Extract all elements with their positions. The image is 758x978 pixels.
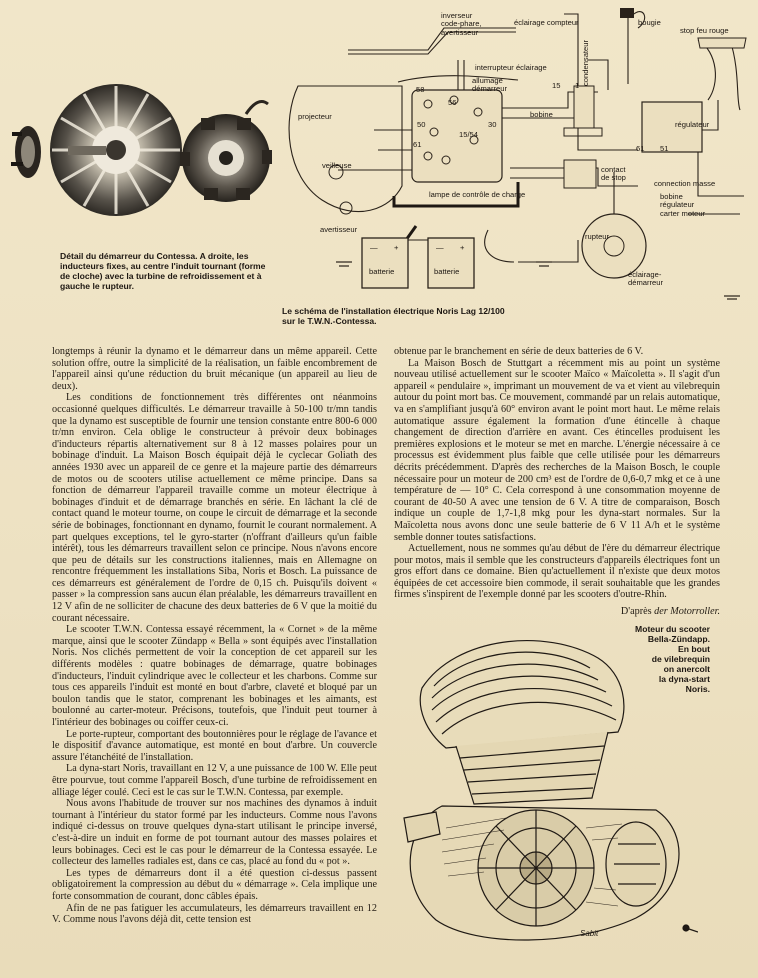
left-para-3: Le scooter T.W.N. Contessa essayé récemment, la « Cornet » de la même marque, ainsi que le scooter Zündapp « Bella » sont équipés avec l'installation Noris. Nos clichés permettent de voir la conception de cet appareil sur les différents modèles : quatre bobinages de démarrage, quatre bobinages d'inducteurs, l'induit cylindrique avec le collecteur et les charbons. Comme sur tous ces appareils l'induit est monté en bout d'arbre, claveté et bloqué par un boulon tandis que le stator, comprenant les bobinages et les aimants, est boulonné au carter-moteur. Précisons, toutefois, que l'induit peut tourner à l'intérieur des bobinages ou coiffer ceux-ci. [52, 624, 377, 728]
battery-1-plus: + [394, 243, 399, 252]
label-allumage: allumage démarreur [472, 76, 508, 94]
label-veilleuse: veilleuse [322, 161, 352, 170]
rupteur-part [11, 126, 41, 178]
credit-source: der Motorroller. [654, 606, 720, 618]
turbine-flywheel [50, 84, 182, 216]
terminal-15: 15 [552, 81, 561, 90]
starter-dynamo [582, 214, 646, 278]
credit-prefix: D'après [620, 606, 655, 618]
photo-caption: Détail du démarreur du Contessa. A droite, les inducteurs fixes, au centre l'induit tournant (forme de cloche) avec la turbine de refroidissement et à gauche le rupteur. [60, 251, 266, 291]
label-lampe-controle: lampe de contrôle de charge [429, 190, 526, 199]
terminal-61a: 61 [413, 140, 422, 149]
terminal-50: 50 [417, 120, 426, 129]
terminal-30: 30 [488, 120, 497, 129]
article-left-column [52, 346, 377, 926]
battery-2-plus: + [460, 243, 465, 252]
terminal-56: 56 [448, 98, 457, 107]
terminal-1: 1 [575, 81, 580, 90]
engine-caption: Moteur du scooter Bella-Zündapp. En bout de vilebrequin on anercolt la dyna-start Noris. [635, 624, 710, 694]
terminal-15-54: 15/54 [459, 130, 479, 139]
label-contact-stop: contact de stop [601, 165, 626, 183]
terminal-61b: 61 [636, 144, 645, 153]
label-eclairage-demarreur: éclairage- démarreur [628, 270, 664, 288]
label-interrupteur: interrupteur éclairage [475, 63, 547, 72]
stop-switch [564, 160, 596, 188]
wiring-diagram [278, 0, 753, 300]
left-para-6: Nous avons l'habitude de trouver sur nos machines des dynamos à induit tournant à l'intérieur du stator formé par les inducteurs. Comme nous l'avons indiqué ci-dessus on trouve quelques dyna-start utilisant le principe inversé, c'est-à-dire un induit en forme de pot tournant autour des masses polaires et leurs bobinages. Ceci est le cas pour le démarreur de la Contessa essayée. Le collecteur des lamelles radiales est, dans ce cas, placé au fond du « pot ». [52, 798, 377, 868]
label-bougie: bougie [638, 18, 661, 27]
battery-2 [428, 238, 474, 288]
label-eclairage-compteur: éclairage compteur [514, 18, 579, 27]
label-condensateur: condensateur [581, 39, 590, 86]
left-para-4: Le porte-rupteur, comportant des boutonnières pour le réglage de l'avance et le dispositif d'avance automatique, est monté en bout d'arbre. Un couvercle assure l'étanchéité de l'installation. [52, 728, 377, 763]
label-rupteur: rupteur [585, 232, 610, 241]
left-para-2: Les conditions de fonctionnement très différentes ont néanmoins occasionné quelques difficultés. Le démarreur travaille à 50-100 tr/mn tandis que la dynamo est susceptible de fournir une tension constante entre 800-6 000 tr/mn environ. Cela oblige le constructeur à prévoir deux bobinages d'inducteurs répartis alternativement sur 8 à 12 masses polaires pour un bobinage d'induit. La Maison Bosch équipait déjà le cyclecar Goliath des années 1930 avec un appareil de ce genre et la majeure partie des démarreurs de motos ou de scooters utilise actuellement ce même principe. Dans sa fonction de démarreur l'appareil travaille comme un moteur électrique à bobinages d'induit et de démarrage branchés en série. En lâchant la clé de contact quand le moteur tourne, on coupe le circuit de démarrage et la seconde série de bobinages, fonctionnant en dynamo, fournit le courant normalement. A part quelques exceptions, tel le gyro-starter (n'offrant d'ailleurs qu'un faible intérêt), tous les démarreurs travaillent selon ce principe. Nous n'avons encore que peu de détails sur les constructions italiennes, mais en Allemagne on rencontre fréquemment les installations Siba, Noris et Bosch. La puissance de ces démarreurs est généralement de l'ordre de 0,15 ch. Puisqu'ils doivent « passer » la compression sans aucun élan préalable, les démarreurs travaillent en 12 V afin de ne solliciter de chacune des deux batteries de 6 V que la moitié du courant nécessaire. [52, 392, 377, 624]
article-right-column [394, 346, 720, 618]
label-connection-masse: connection masse [654, 179, 716, 188]
starter-photo [8, 62, 273, 232]
right-para-2: La Maison Bosch de Stuttgart a récemment mis au point un système nouveau utilisé actuellement sur le scooter Maïco « Maïcoletta ». Il s'agit d'un appareil « pendulaire », imprimant un mouvement de va et vient au vilebrequin autour du point mort bas. Ce mouvement, commandé par un relais automatique, va en s'amplifiant jusqu'à 60° environ avant le point mort haut. Le même relais automatique assure également la formation d'une étincelle à chaque changement de direction d'arrière en avant. Ces étincelles produisent les premières explosions et le moteur se met en marche. L'énergie nécessaire à ce processus est évidemment plus faible que celle utilisée pour les démarreurs décrits précédemment. D'après des recherches de la Maison Bosch, le couple nécessaire pour un moteur de 200 cm³ est de l'ordre de 0,6-0,7 mkg et ce à une température de — 10° C. Cela correspond à une consommation moyenne de courant de 40-50 A avec une tension de 6 V. A titre de comparaison, Bosch indique un couple de 1,7-1,8 mkg pour les dyna-start normales. Sur la Maïcoletta nous avons donc une seule batterie de 6 V 11 A/h et le système semble donner toutes satisfactions. [394, 357, 720, 543]
stator-part [180, 102, 272, 202]
label-bobine: bobine [530, 110, 553, 119]
battery-1-minus: — [370, 243, 378, 252]
left-para-7: Les types de démarreurs dont il a été question ci-dessus passent obligatoirement la compression au début du « démarrage ». Cela implique une forte consommation de courant, donc câbles épais. [52, 867, 377, 902]
label-stop-feu-rouge: stop feu rouge [680, 26, 729, 35]
terminal-58: 58 [416, 85, 425, 94]
label-bobine-regulateur: bobine régulateur carter moteur [660, 192, 706, 218]
left-para-8: Afin de ne pas fatiguer les accumulateurs, les démarreurs travaillent en 12 V. Comme nous l'avons déjà dit, cette tension est [52, 902, 377, 926]
right-para-1: obtenue par le branchement en série de deux batteries de 6 V. [394, 346, 644, 357]
right-para-3: Actuellement, nous ne sommes qu'au début de l'ère du démarreur électrique pour motos, mais il semble que les constructeurs d'appareils électriques font un gros effort dans ce domaine. Bien qu'actuellement il n'existe que deux motos équipées de cet accessoire bien commode, il serait souhaitable que les grandes firmes s'inspirent de l'exemple donné par les scooters d'outre-Rhin. [394, 543, 720, 601]
label-regulateur: régulateur [675, 120, 710, 129]
label-batterie-2: batterie [434, 267, 460, 276]
battery-1 [362, 238, 408, 288]
terminal-51: 51 [660, 144, 669, 153]
label-batterie-1: batterie [369, 267, 395, 276]
diagram-caption: Le schéma de l'installation électrique Noris Lag 12/100 sur le T.W.N.-Contessa. [282, 306, 505, 326]
left-para-1: longtemps à réunir la dynamo et le démarreur dans un même appareil. Cette solution offre, outre la simplicité de la réalisation, un faible encombrement de l'appareil ainsi qu'une réduction du bruit mécanique (un appareil au lieu de deux). [52, 346, 377, 392]
headlamp-shell [289, 86, 402, 212]
label-projecteur: projecteur [298, 112, 332, 121]
article-credit [394, 606, 720, 618]
label-avertisseur: avertisseur [320, 225, 358, 234]
engine-signature: Sabit [580, 929, 599, 938]
ignition-coil [574, 86, 594, 128]
ignition-switch [412, 90, 502, 182]
left-para-5: La dyna-start Noris, travaillant en 12 V, a une puissance de 100 W. Elle peut être pourvue, tout comme l'appareil Bosch, d'une turbine de refroidissement en alliage léger coulé. Ceci est le cas sur le T.W.N. Contessa, par exemple. [52, 763, 377, 798]
battery-2-minus: — [436, 243, 444, 252]
label-inverseur: inverseur code-phare, avertisseur [441, 11, 482, 37]
